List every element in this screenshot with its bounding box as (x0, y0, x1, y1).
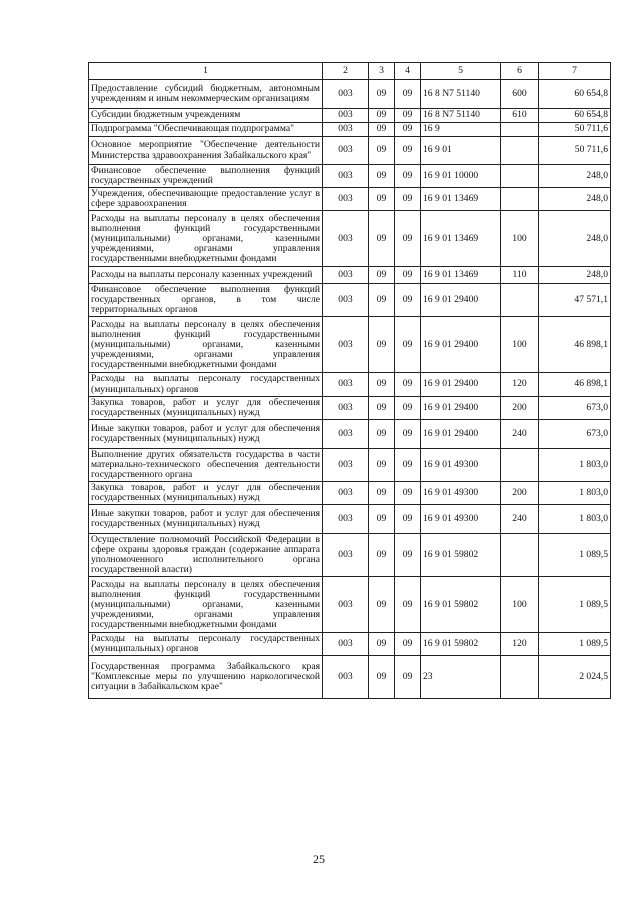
table-row (89, 267, 611, 284)
row-name-cell: Расходы на выплаты персоналу казенных учреждений (89, 267, 323, 284)
amount-cell: 46 898,1 (539, 317, 611, 373)
row-name-cell: Иные закупки товаров, работ и услуг для обеспечения государственных (муниципальных) нужд (89, 419, 323, 448)
section-code-cell: 09 (369, 211, 395, 267)
subsection-code-cell: 09 (395, 396, 421, 419)
subsection-code-cell: 09 (395, 448, 421, 481)
table-body (89, 80, 611, 699)
column-header: 2 (323, 63, 369, 80)
subsection-code-cell: 09 (395, 109, 421, 123)
grbs-code-cell: 003 (323, 165, 369, 188)
target-article-cell: 16 9 01 59802 (421, 633, 501, 656)
subsection-code-cell: 09 (395, 211, 421, 267)
grbs-code-cell: 003 (323, 534, 369, 577)
target-article-cell: 16 8 N7 51140 (421, 80, 501, 109)
section-code-cell: 09 (369, 534, 395, 577)
target-article-cell: 16 9 01 29400 (421, 317, 501, 373)
amount-cell: 2 024,5 (539, 656, 611, 699)
subsection-code-cell: 09 (395, 656, 421, 699)
table-row (89, 80, 611, 109)
grbs-code-cell: 003 (323, 109, 369, 123)
target-article-cell: 16 9 01 (421, 137, 501, 165)
amount-cell: 673,0 (539, 396, 611, 419)
subsection-code-cell: 09 (395, 505, 421, 534)
expense-type-cell (501, 656, 539, 699)
column-header: 3 (369, 63, 395, 80)
column-header: 7 (539, 63, 611, 80)
target-article-cell: 16 9 (421, 123, 501, 137)
table-row (89, 656, 611, 699)
target-article-cell: 16 9 01 10000 (421, 165, 501, 188)
subsection-code-cell: 09 (395, 317, 421, 373)
row-name-cell: Расходы на выплаты персоналу государственных (муниципальных) органов (89, 373, 323, 396)
section-code-cell: 09 (369, 165, 395, 188)
table-row (89, 577, 611, 633)
subsection-code-cell: 09 (395, 633, 421, 656)
row-name-cell: Выполнение других обязательств государства в части материально-технического обеспечения деятельности государственного органа (89, 448, 323, 481)
amount-cell: 60 654,8 (539, 109, 611, 123)
subsection-code-cell: 09 (395, 577, 421, 633)
row-name-cell: Расходы на выплаты персоналу государственных (муниципальных) органов (89, 633, 323, 656)
target-article-cell: 16 9 01 29400 (421, 419, 501, 448)
grbs-code-cell: 003 (323, 656, 369, 699)
row-name-cell: Закупка товаров, работ и услуг для обеспечения государственных (муниципальных) нужд (89, 396, 323, 419)
row-name-cell: Финансовое обеспечение выполнения функций государственных учреждений (89, 165, 323, 188)
table-row (89, 137, 611, 165)
subsection-code-cell: 09 (395, 534, 421, 577)
section-code-cell: 09 (369, 577, 395, 633)
section-code-cell: 09 (369, 80, 395, 109)
grbs-code-cell: 003 (323, 396, 369, 419)
subsection-code-cell: 09 (395, 284, 421, 317)
amount-cell: 47 571,1 (539, 284, 611, 317)
subsection-code-cell: 09 (395, 267, 421, 284)
amount-cell: 50 711,6 (539, 137, 611, 165)
section-code-cell: 09 (369, 109, 395, 123)
subsection-code-cell: 09 (395, 137, 421, 165)
section-code-cell: 09 (369, 505, 395, 534)
amount-cell: 248,0 (539, 267, 611, 284)
expense-type-cell: 100 (501, 317, 539, 373)
expense-type-cell: 240 (501, 419, 539, 448)
column-header: 5 (421, 63, 501, 80)
row-name-cell: Основное мероприятие "Обеспечение деятельности Министерства здравоохранения Забайкальского края" (89, 137, 323, 165)
target-article-cell: 16 9 01 49300 (421, 481, 501, 504)
expense-type-cell: 120 (501, 633, 539, 656)
expense-type-cell (501, 534, 539, 577)
target-article-cell: 16 9 01 59802 (421, 577, 501, 633)
expense-type-cell: 200 (501, 481, 539, 504)
table-row (89, 419, 611, 448)
grbs-code-cell: 003 (323, 419, 369, 448)
subsection-code-cell: 09 (395, 123, 421, 137)
expense-type-cell (501, 284, 539, 317)
amount-cell: 248,0 (539, 165, 611, 188)
section-code-cell: 09 (369, 481, 395, 504)
column-header: 4 (395, 63, 421, 80)
table-row (89, 284, 611, 317)
subsection-code-cell: 09 (395, 165, 421, 188)
amount-cell: 248,0 (539, 188, 611, 211)
amount-cell: 1 089,5 (539, 534, 611, 577)
budget-table (88, 62, 611, 699)
grbs-code-cell: 003 (323, 633, 369, 656)
row-name-cell: Государственная программа Забайкальского края "Комплексные меры по улучшению наркологической ситуации в Забайкальском крае" (89, 656, 323, 699)
row-name-cell: Субсидии бюджетным учреждениям (89, 109, 323, 123)
section-code-cell: 09 (369, 317, 395, 373)
expense-type-cell: 110 (501, 267, 539, 284)
table-row (89, 633, 611, 656)
target-article-cell: 16 9 01 13469 (421, 211, 501, 267)
column-header: 1 (89, 63, 323, 80)
expense-type-cell (501, 123, 539, 137)
section-code-cell: 09 (369, 419, 395, 448)
expense-type-cell: 240 (501, 505, 539, 534)
subsection-code-cell: 09 (395, 188, 421, 211)
page-number: 25 (313, 852, 325, 866)
table-row (89, 481, 611, 504)
section-code-cell: 09 (369, 267, 395, 284)
row-name-cell: Расходы на выплаты персоналу в целях обеспечения выполнения функций государственными (муниципальными) органами, казенными учреждениями, органами управления государственными внебюджетными фондами (89, 317, 323, 373)
grbs-code-cell: 003 (323, 80, 369, 109)
grbs-code-cell: 003 (323, 284, 369, 317)
section-code-cell: 09 (369, 656, 395, 699)
table-row (89, 123, 611, 137)
grbs-code-cell: 003 (323, 505, 369, 534)
amount-cell: 50 711,6 (539, 123, 611, 137)
row-name-cell: Расходы на выплаты персоналу в целях обеспечения выполнения функций государственными (муниципальными) органами, казенными учреждениями, органами управления государственными внебюджетными фондами (89, 211, 323, 267)
subsection-code-cell: 09 (395, 481, 421, 504)
expense-type-cell (501, 188, 539, 211)
target-article-cell: 16 8 N7 51140 (421, 109, 501, 123)
subsection-code-cell: 09 (395, 373, 421, 396)
table-row (89, 505, 611, 534)
grbs-code-cell: 003 (323, 448, 369, 481)
row-name-cell: Иные закупки товаров, работ и услуг для обеспечения государственных (муниципальных) нужд (89, 505, 323, 534)
target-article-cell: 16 9 01 13469 (421, 267, 501, 284)
column-number-row (89, 63, 611, 80)
expense-type-cell: 600 (501, 80, 539, 109)
target-article-cell: 16 9 01 29400 (421, 284, 501, 317)
grbs-code-cell: 003 (323, 373, 369, 396)
row-name-cell: Закупка товаров, работ и услуг для обеспечения государственных (муниципальных) нужд (89, 481, 323, 504)
table-row (89, 373, 611, 396)
amount-cell: 1 803,0 (539, 448, 611, 481)
row-name-cell: Расходы на выплаты персоналу в целях обеспечения выполнения функций государственными (муниципальными) органами, казенными учреждениями, органами управления государственными внебюджетными фондами (89, 577, 323, 633)
target-article-cell: 16 9 01 13469 (421, 188, 501, 211)
expense-type-cell: 100 (501, 577, 539, 633)
amount-cell: 1 089,5 (539, 633, 611, 656)
row-name-cell: Предоставление субсидий бюджетным, автономным учреждениям и иным некоммерческим организациям (89, 80, 323, 109)
row-name-cell: Осуществление полномочий Российской Федерации в сфере охраны здоровья граждан (содержание аппарата уполномоченного исполнительного органа государственной власти) (89, 534, 323, 577)
table-row (89, 534, 611, 577)
grbs-code-cell: 003 (323, 188, 369, 211)
grbs-code-cell: 003 (323, 577, 369, 633)
amount-cell: 248,0 (539, 211, 611, 267)
row-name-cell: Учреждения, обеспечивающие предоставление услуг в сфере здравоохранения (89, 188, 323, 211)
grbs-code-cell: 003 (323, 137, 369, 165)
expense-type-cell (501, 165, 539, 188)
target-article-cell: 16 9 01 29400 (421, 373, 501, 396)
expense-type-cell (501, 448, 539, 481)
subsection-code-cell: 09 (395, 80, 421, 109)
section-code-cell: 09 (369, 284, 395, 317)
amount-cell: 46 898,1 (539, 373, 611, 396)
table-row (89, 396, 611, 419)
target-article-cell: 23 (421, 656, 501, 699)
amount-cell: 60 654,8 (539, 80, 611, 109)
row-name-cell: Подпрограмма "Обеспечивающая подпрограмма" (89, 123, 323, 137)
grbs-code-cell: 003 (323, 267, 369, 284)
section-code-cell: 09 (369, 123, 395, 137)
table-row (89, 317, 611, 373)
table-row (89, 109, 611, 123)
table-row (89, 448, 611, 481)
expense-type-cell: 120 (501, 373, 539, 396)
section-code-cell: 09 (369, 188, 395, 211)
grbs-code-cell: 003 (323, 211, 369, 267)
expense-type-cell: 610 (501, 109, 539, 123)
grbs-code-cell: 003 (323, 123, 369, 137)
target-article-cell: 16 9 01 49300 (421, 448, 501, 481)
amount-cell: 1 089,5 (539, 577, 611, 633)
grbs-code-cell: 003 (323, 481, 369, 504)
column-header: 6 (501, 63, 539, 80)
section-code-cell: 09 (369, 373, 395, 396)
section-code-cell: 09 (369, 448, 395, 481)
table-row (89, 211, 611, 267)
expense-type-cell: 100 (501, 211, 539, 267)
grbs-code-cell: 003 (323, 317, 369, 373)
amount-cell: 673,0 (539, 419, 611, 448)
table-row (89, 165, 611, 188)
subsection-code-cell: 09 (395, 419, 421, 448)
target-article-cell: 16 9 01 29400 (421, 396, 501, 419)
section-code-cell: 09 (369, 396, 395, 419)
amount-cell: 1 803,0 (539, 505, 611, 534)
amount-cell: 1 803,0 (539, 481, 611, 504)
expense-type-cell: 200 (501, 396, 539, 419)
section-code-cell: 09 (369, 137, 395, 165)
section-code-cell: 09 (369, 633, 395, 656)
table-row (89, 188, 611, 211)
expense-type-cell (501, 137, 539, 165)
target-article-cell: 16 9 01 49300 (421, 505, 501, 534)
row-name-cell: Финансовое обеспечение выполнения функций государственных органов, в том числе территориальных органов (89, 284, 323, 317)
target-article-cell: 16 9 01 59802 (421, 534, 501, 577)
